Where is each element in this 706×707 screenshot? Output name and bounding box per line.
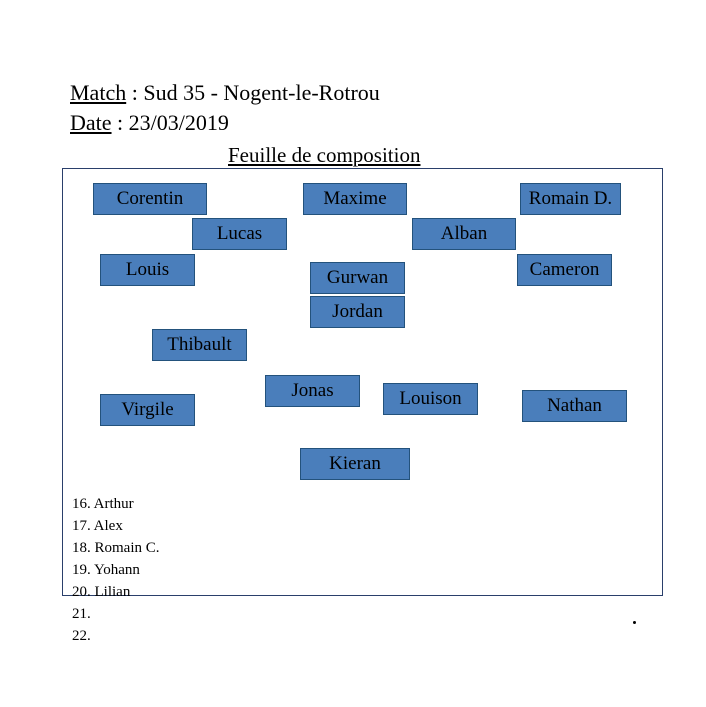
match-label: Match (70, 80, 127, 105)
substitute-list-item (72, 562, 140, 579)
player-chip: Lucas (192, 218, 287, 250)
match-value: Sud 35 - Nogent-le-Rotrou (143, 80, 380, 105)
player-chip: Jonas (265, 375, 360, 407)
substitute-name: Lilian (90, 584, 131, 600)
date-line (70, 110, 229, 136)
player-chip: Cameron (517, 254, 612, 286)
match-separator: : (126, 80, 144, 105)
player-chip: Louison (383, 383, 478, 415)
player-chip: Kieran (300, 448, 410, 480)
substitute-name: Alex (90, 518, 123, 534)
player-chip: Romain D. (520, 183, 621, 215)
player-chip: Corentin (93, 183, 207, 215)
substitute-number: 22. (72, 628, 91, 644)
substitute-name: Arthur (90, 496, 134, 512)
substitute-name: Romain C. (90, 540, 160, 556)
field-diagram-box (62, 168, 663, 596)
player-chip: Nathan (522, 390, 627, 422)
date-separator: : (111, 110, 129, 135)
substitute-number: 21. (72, 606, 91, 622)
substitute-number: 17. (72, 518, 91, 534)
player-chip: Louis (100, 254, 195, 286)
substitute-list-item (72, 518, 123, 535)
substitute-list-item (72, 584, 130, 601)
substitute-list-item (72, 628, 91, 645)
player-chip: Jordan (310, 296, 405, 328)
date-value: 23/03/2019 (128, 110, 229, 135)
page-title: Feuille de composition (228, 143, 421, 167)
date-label: Date (70, 110, 112, 135)
substitute-number: 18. (72, 540, 91, 556)
player-chip: Alban (412, 218, 516, 250)
match-line (70, 80, 380, 106)
substitute-list-item (72, 496, 134, 513)
substitute-list-item (72, 606, 91, 623)
substitute-name: Yohann (90, 562, 140, 578)
substitute-number: 16. (72, 496, 91, 512)
player-chip: Gurwan (310, 262, 405, 294)
stray-dot-mark (633, 621, 636, 624)
player-chip: Maxime (303, 183, 407, 215)
player-chip: Thibault (152, 329, 247, 361)
player-chip: Virgile (100, 394, 195, 426)
substitute-list-item (72, 540, 160, 557)
substitute-number: 19. (72, 562, 91, 578)
substitute-number: 20. (72, 584, 91, 600)
